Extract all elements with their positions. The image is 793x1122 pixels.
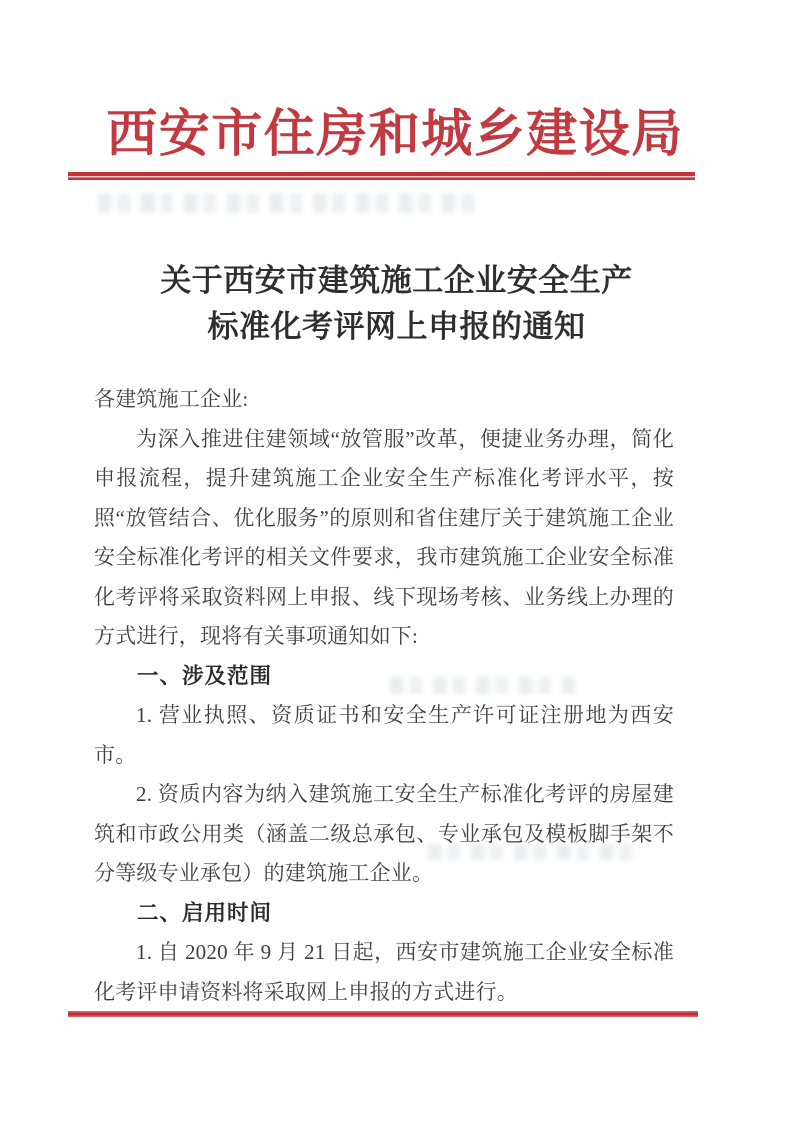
notice-title	[0, 258, 793, 350]
notice-body	[94, 380, 674, 1012]
paragraph-intro: 为深入推进住建领域“放管服”改革，便捷业务办理，简化申报流程，提升建筑施工企业安全生产标准化考评水平，按照“放管结合、优化服务”的原则和省住建厅关于建筑施工企业安全标准化考评的相关文件要求，我市建筑施工企业安全标准化考评将采取资料网上申报、线下现场考核、业务线上办理的方式进行，现将有关事项通知如下:	[94, 426, 674, 648]
notice-title-line2: 标准化考评网上申报的通知	[207, 309, 586, 344]
bleed-through-artifact	[98, 193, 480, 213]
bleed-through-artifact	[390, 677, 576, 694]
footer-rule	[68, 1011, 698, 1017]
agency-masthead: 西安市住房和城乡建设局	[106, 107, 684, 163]
paragraph-scope-item-2: 2. 资质内容为纳入建筑施工安全生产标准化考评的房屋建筑和市政公用类（涵盖二级总承包、专业承包及模板脚手架不分等级专业承包）的建筑施工企业。	[94, 782, 674, 885]
masthead-rule	[68, 172, 695, 180]
notice-title-line1: 关于西安市建筑施工企业安全生产	[160, 263, 633, 298]
section-heading-scope: 一、涉及范围	[137, 663, 273, 688]
bleed-through-artifact	[428, 844, 642, 860]
paragraph-scope-item-1: 1. 营业执照、资质证书和安全生产许可证注册地为西安市。	[94, 703, 674, 767]
section-heading-start-time: 二、启用时间	[137, 900, 273, 925]
salutation: 各建筑施工企业:	[94, 387, 249, 411]
paragraph-start-time-item-1: 1. 自 2020 年 9 月 21 日起，西安市建筑施工企业安全标准化考评申请资料将采取网上申报的方式进行。	[94, 940, 674, 1004]
